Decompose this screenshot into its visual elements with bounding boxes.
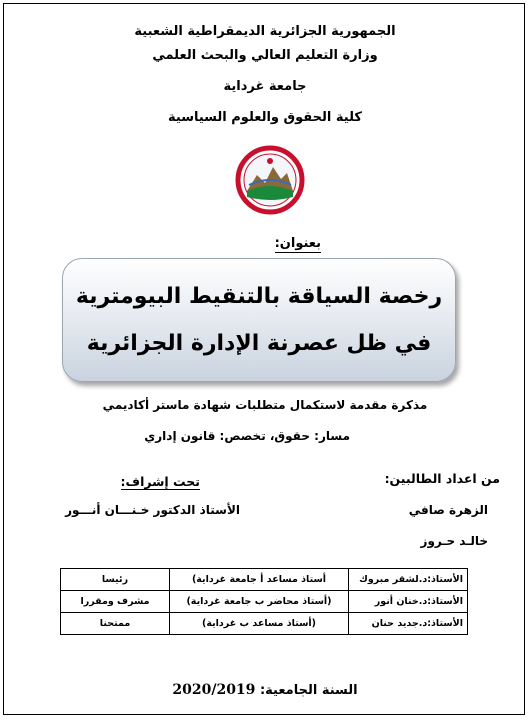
track-specialty: مسار: حقوق، تخصص: قانون إداري — [144, 429, 350, 443]
jury-row — [61, 569, 468, 591]
jury-table — [60, 568, 468, 635]
jury-row — [61, 613, 468, 635]
jury-row — [61, 591, 468, 613]
republic-heading: الجمهورية الجزائرية الديمقراطية الشعبية — [134, 24, 396, 39]
university-heading: جامعة غرداية — [223, 79, 307, 94]
jury-role: رئيسا — [61, 569, 170, 591]
jury-rank: (أستاذ محاضر ب جامعة غرداية) — [170, 591, 349, 613]
jury-name: الأستاذ:د.جديد حنان — [349, 613, 468, 635]
university-logo-icon — [235, 145, 305, 217]
title-label: بعنوان: — [274, 236, 321, 251]
title-box — [62, 258, 456, 382]
supervisor-name: الأستاذ الدكتور خـنـــان أنـــور — [65, 503, 240, 517]
student-name-1: الزهرة صافي — [408, 503, 488, 517]
academic-year-label: السنة الجامعية: — [259, 683, 358, 698]
title-line-2: في ظل عصرنة الإدارة الجزائرية — [86, 331, 432, 356]
students-heading: من اعداد الطالبين: — [384, 471, 500, 486]
student-name-2: خالـد حـروز — [420, 534, 488, 548]
academic-year-value: 2020/2019 — [172, 682, 256, 698]
jury-role: مشرف ومقررا — [61, 591, 170, 613]
jury-rank: أستاذ مساعد أ جامعة غرداية) — [170, 569, 349, 591]
academic-year — [0, 682, 530, 698]
supervision-heading: تحت إشراف: — [120, 474, 200, 489]
jury-name: الأستاذ:د.خنان أنور — [349, 591, 468, 613]
faculty-heading: كلية الحقوق والعلوم السياسية — [168, 110, 362, 125]
jury-name: الأستاذ:د.لشقر مبروك — [349, 569, 468, 591]
title-line-1: رخصة السياقة بالتنقيط البيومترية — [75, 284, 443, 309]
memo-description: مذكرة مقدمة لاستكمال متطلبات شهادة ماستر أكاديمي — [102, 398, 428, 412]
ministry-heading: وزارة التعليم العالي والبحث العلمي — [152, 48, 378, 63]
jury-rank: (أستاذ مساعد ب غرداية) — [170, 613, 349, 635]
jury-role: ممتحنا — [61, 613, 170, 635]
